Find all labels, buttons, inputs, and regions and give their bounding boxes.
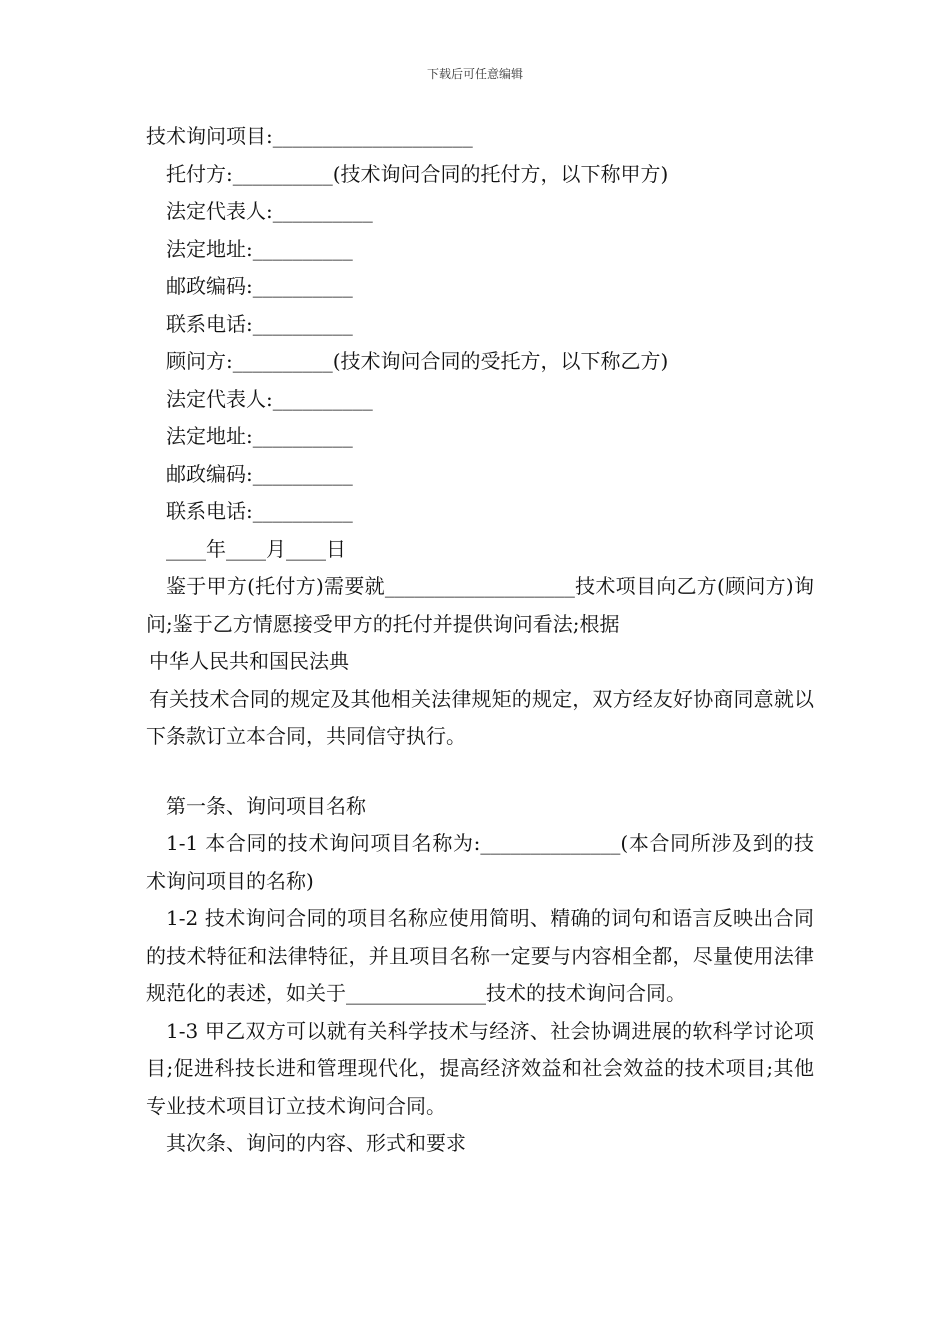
clause-1-2: 1-2 技术询问合同的项目名称应使用简明、精确的词句和语言反映出合同的技术特征和法律特征，并且项目名称一定要与内容相全都，尽量使用法律规范化的表述，如关于______________技术的技术询问合同。 [146, 906, 814, 1005]
client-postcode-line: 邮政编码:__________ [166, 274, 353, 298]
clause-1-3: 1-3 甲乙双方可以就有关科学技术与经济、社会协调进展的软科学讨论项目;促进科技长进和管理现代化，提高经济效益和社会效益的技术项目;其他专业技术项目订立技术询问合同。 [146, 1018, 814, 1118]
law-name: 中华人民共和国民法典 [149, 649, 349, 673]
paragraph-gap [146, 756, 814, 788]
project-name-line: 技术询问项目:____________________ [146, 124, 473, 148]
client-line: 托付方:__________(技术询问合同的托付方，以下称甲方) [166, 161, 669, 186]
client-phone-line: 联系电话:__________ [166, 311, 353, 336]
date-line: ____年____月____日 [166, 536, 346, 561]
clause-1-1: 1-1 本合同的技术询问项目名称为:______________(本合同所涉及到的技术询问项目的名称) [146, 831, 814, 893]
article-2-title: 其次条、询问的内容、形式和要求 [166, 1131, 466, 1155]
contract-body [146, 118, 814, 1163]
page-header-note: 下载后可任意编辑 [426, 67, 523, 81]
consultant-address-line: 法定地址:__________ [166, 424, 353, 448]
client-rep-line: 法定代表人:__________ [166, 199, 373, 223]
consultant-phone-line: 联系电话:__________ [166, 499, 353, 523]
client-address-line: 法定地址:__________ [166, 236, 353, 261]
consultant-rep-line: 法定代表人:__________ [166, 386, 373, 411]
article-1-title: 第一条、询问项目名称 [166, 793, 366, 818]
consultant-postcode-line: 邮政编码:__________ [166, 461, 353, 486]
consultant-line: 顾问方:__________(技术询问合同的受托方，以下称乙方) [166, 349, 669, 373]
preamble-continuation: 有关技术合同的规定及其他相关法律规矩的规定，双方经友好协商同意就以下条款订立本合同，共同信守执行。 [146, 686, 814, 748]
preamble-paragraph: 鉴于甲方(托付方)需要就___________________技术项目向乙方(顾问方)询问;鉴于乙方情愿接受甲方的托付并提供询问看法;根据 [146, 574, 814, 636]
